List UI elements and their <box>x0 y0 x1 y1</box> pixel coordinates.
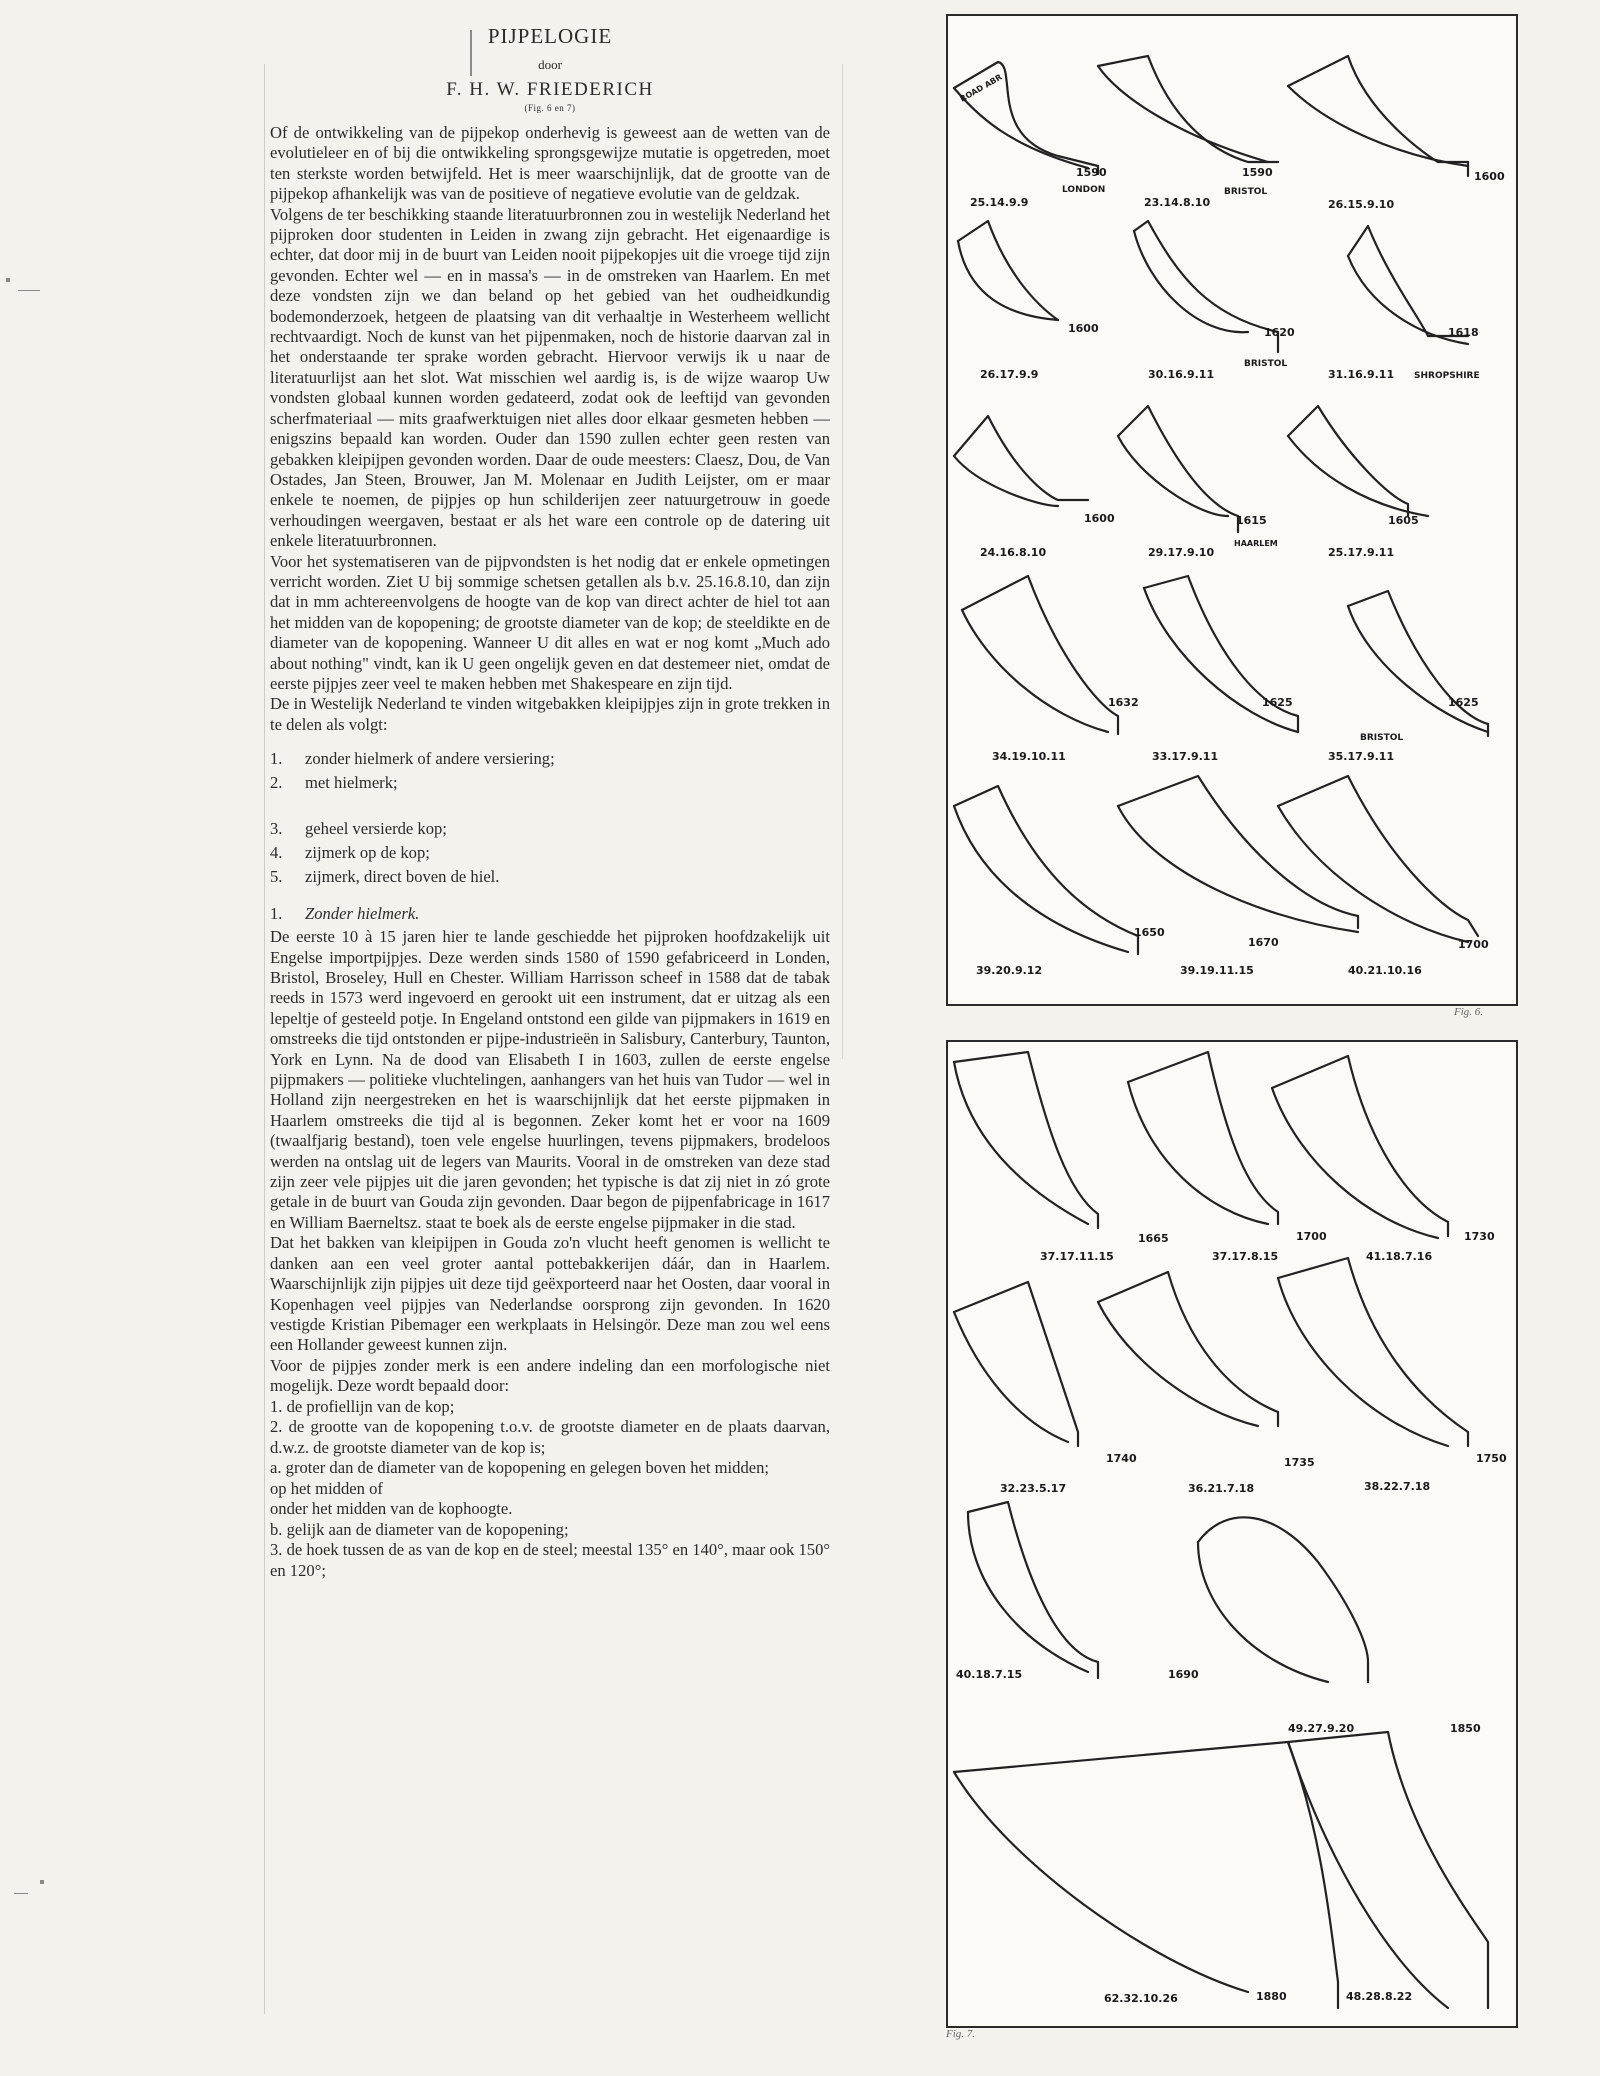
column-rule-right <box>842 64 843 1059</box>
year-label: 1618 <box>1448 326 1479 339</box>
year-label: 1700 <box>1458 938 1489 951</box>
place-label: BRISTOL <box>1244 359 1288 369</box>
year-label: 1650 <box>1134 926 1165 939</box>
list-item <box>270 865 830 889</box>
classification-list <box>270 747 830 795</box>
measure-label: 39.20.9.12 <box>976 964 1043 977</box>
figure-6-caption: Fig. 6. <box>1454 1006 1484 1018</box>
measure-label: 26.17.9.9 <box>980 368 1039 381</box>
year-label: 1620 <box>1264 326 1295 339</box>
section-title: Zonder hielmerk. <box>305 904 420 924</box>
measure-label: 49.27.9.20 <box>1288 1722 1355 1735</box>
measure-label: 32.23.5.17 <box>1000 1482 1067 1495</box>
place-label: HAARLEM <box>1234 539 1278 548</box>
measure-label: 41.18.7.16 <box>1366 1250 1433 1263</box>
criteria-list <box>270 1397 830 1582</box>
measure-label: 34.19.10.11 <box>992 750 1066 763</box>
year-label: 1665 <box>1138 1232 1169 1245</box>
measure-label: 31.16.9.11 <box>1328 368 1395 381</box>
list-number: 4. <box>270 843 283 863</box>
list-number: 3. <box>270 819 283 839</box>
measure-label: 25.14.9.9 <box>970 196 1029 209</box>
criteria-item: 2. de grootte van de kopopening t.o.v. de grootste diameter en de plaats daarvan, d.w.z. de grootste diameter van de kop is; <box>270 1417 830 1457</box>
year-label: 1625 <box>1262 696 1293 709</box>
fig7-labels <box>956 1230 1507 2005</box>
year-label: 1880 <box>1256 1990 1287 2003</box>
criteria-item: b. gelijk aan de diameter van de kopopening; <box>270 1519 569 1539</box>
measure-label: 26.15.9.10 <box>1328 198 1395 211</box>
list-item <box>270 817 830 841</box>
list-text: met hielmerk; <box>305 773 398 793</box>
measure-label: 23.14.8.10 <box>1144 196 1211 209</box>
measure-label: 38.22.7.18 <box>1364 1480 1431 1493</box>
section-heading <box>270 903 830 925</box>
figure-reference: (Fig. 6 en 7) <box>524 103 576 113</box>
criteria-item: 3. de hoek tussen de as van de kop en de steel; meestal 135° en 140°, maar ook 150° en 120°; <box>270 1540 830 1580</box>
list-item <box>270 747 830 771</box>
paragraph: De eerste 10 à 15 jaren hier te lande geschiedde het pijproken hoofdzakelijk uit Engelse importpijpjes. Deze werden sinds 1580 of 1590 gefabriceerd in Londen, Bristol, Broseley, Hull en Chester. William Harrisson scheef in 1588 dat de tabak reeds in 1573 werd ingevoerd en gerookt uit een instrument, dat er uitzag als een lepeltje of gesteeld potje. In Engeland ontstond een gilde van pijpmakers in 1619 en omstreeks die tijd ontstonden er pijpe-industrieën in Salisbury, Canterbury, Taunton, York en Lynn. Na de dood van Elisabeth I in 1603, zullen de eerste engelse pijpmakers — politieke vluchtelingen, aanhangers van het huis van Tudor — wel in Holland zijn neergestreken en het is waarschijnlijk dat het eerste pijpmaken in Haarlem omstreeks die tijd al is begonnen. Zeker komt het er voor na 1609 (twaalfjarig bestand), toen vele engelse huurlingen, tevens pijpmakers, brodeloos werden na ontslag uit de legers van Maurits. Vooral in de omstreken van deze stad zijn zeer vele pijpjes uit die jaren gevonden; het typische is dat zij niet in zó grote getale in de buurt van Gouda zijn gevonden. Daar begon de pijpenfabricage in 1617 en William Baerneltsz. staat te boek als de eerste engelse pijpmaker in die stad. <box>270 927 830 1232</box>
article-title: PIJPELOGIE <box>487 24 613 48</box>
criteria-item: a. groter dan de diameter van de kopopening en gelegen boven het midden; <box>270 1458 770 1478</box>
measure-label: 40.21.10.16 <box>1348 964 1422 977</box>
list-number: 5. <box>270 867 283 887</box>
place-label: BRISTOL <box>1224 187 1268 197</box>
title-bar <box>470 30 472 76</box>
article-header <box>270 24 830 113</box>
classification-list-cont <box>270 817 830 889</box>
criteria-item: onder het midden van de kophoogte. <box>270 1499 513 1519</box>
measure-label: 39.19.11.15 <box>1180 964 1254 977</box>
year-label: 1600 <box>1474 170 1505 183</box>
measure-label: 33.17.9.11 <box>1152 750 1219 763</box>
year-label: 1632 <box>1108 696 1139 709</box>
year-label: 1590 <box>1076 166 1107 179</box>
pipe-sketches-fig6 <box>954 56 1488 954</box>
year-label: 1730 <box>1464 1230 1495 1243</box>
list-number: 1. <box>270 749 283 769</box>
article-body <box>270 123 830 735</box>
article-column <box>270 18 830 1581</box>
figure-7 <box>946 1040 1518 2028</box>
measure-label: 62.32.10.26 <box>1104 1992 1178 2005</box>
year-label: 1735 <box>1284 1456 1315 1469</box>
fig6-labels <box>959 73 1505 977</box>
paragraph: Volgens de ter beschikking staande literatuurbronnen zou in westelijk Nederland het pijproken door studenten in Leiden in zwang zijn gebracht. Het eigenaardige is echter, dat door mij in de buurt van Leiden nooit pijpekopjes uit die vroege tijd zijn gevonden. Echter wel — en in massa's — in de omstreken van Haarlem. En met deze vondsten zijn we dan beland op het gebied van het oudheidkundig bodemonderzoek, hetgeen de plaatsing van dit verhaaltje in Westerheem wellicht rechtvaardigt. Noch de kunst van het pijpenmaken, noch de historie daarvan zal in het onderstaande ter sprake worden gebracht. Hiervoor verwijs ik u naar de literatuurlijst aan het slot. Wat misschien wel aardig is, is de wijze waarop Uw vondsten globaal kunnen worden gedateerd, zodat ook de leeftijd van gevonden scherfmateriaal — mits graafwerktuigen niet alles door elkaar gesmeten hebben — enigszins bepaald kan worden. Ouder dan 1590 zullen echter geen resten van gebakken kleipijpen gevonden worden. Daar de oude meesters: Claesz, Dou, de Van Ostades, Jan Steen, Brouwer, Jan M. Molenaar en Judith Leijster, om er maar enkele te noemen, de pijpjes op hun schilderijen zeer natuurgetrouw in goede verhoudingen weergaven, bestaat er als het ware een controle op de datering uit enkele literatuurbronnen. <box>270 204 830 551</box>
list-item <box>270 841 830 865</box>
figure-7-drawing <box>948 1042 1516 2026</box>
year-label: 1625 <box>1448 696 1479 709</box>
measure-label: 48.28.8.22 <box>1346 1990 1413 2003</box>
measure-label: 24.16.8.10 <box>980 546 1047 559</box>
measure-label: 30.16.9.11 <box>1148 368 1215 381</box>
figure-7-caption: Fig. 7. <box>946 2028 976 2040</box>
year-label: 1670 <box>1248 936 1279 949</box>
list-item <box>270 771 830 795</box>
measure-label: 36.21.7.18 <box>1188 1482 1255 1495</box>
measure-label: 37.17.11.15 <box>1040 1250 1114 1263</box>
paragraph: Voor het systematiseren van de pijpvondsten is het nodig dat er enkele opmetingen verricht worden. Ziet U bij sommige schetsen getallen als b.v. 25.16.8.10, dan zijn dat in mm achtereenvolgens de hoogte van de kop van direct achter de hiel tot aan het midden van de kopopening; de grootste diameter van de kop; de steeldikte en de diameter van de kopopening. Wanneer U dit alles en wat er nog komt „Much ado about nothing" vindt, kan ik U geen ongelijk geven en dat destemeer niet, omdat de eerste pijpjes zeer veel te maken hebben met Shakespeare en zijn tijd. <box>270 551 830 693</box>
pipe-mark-label: ROAD ABR <box>958 72 1004 104</box>
section-body <box>270 927 830 1396</box>
measure-label: 25.17.9.11 <box>1328 546 1395 559</box>
paragraph: Voor de pijpjes zonder merk is een andere indeling dan een morfologische niet mogelijk. Deze wordt bepaald door: <box>270 1355 830 1396</box>
year-label: 1590 <box>1242 166 1273 179</box>
author-name: F. H. W. FRIEDERICH <box>446 79 654 100</box>
margin-dash <box>18 290 40 291</box>
margin-dash <box>14 1893 28 1894</box>
list-number: 2. <box>270 773 283 793</box>
margin-dot <box>40 1880 44 1884</box>
year-label: 1750 <box>1476 1452 1507 1465</box>
year-label: 1740 <box>1106 1452 1137 1465</box>
paragraph: De in Westelijk Nederland te vinden witgebakken kleipijpjes zijn in grote trekken in te delen als volgt: <box>270 694 830 734</box>
year-label: 1690 <box>1168 1668 1199 1681</box>
list-text: zonder hielmerk of andere versiering; <box>305 749 555 769</box>
measure-label: 40.18.7.15 <box>956 1668 1023 1681</box>
list-text: zijmerk op de kop; <box>305 843 430 863</box>
year-label: 1600 <box>1068 322 1099 335</box>
paragraph: Of de ontwikkeling van de pijpekop onderhevig is geweest aan de wetten van de evolutieleer en of bij die ontwikkeling sprongsgewijze mutatie is opgetreden, moet ten sterkste worden betwijfeld. Het is meer waarschijnlijk, dat de grootte van de pijpekop afhankelijk was van de positieve of negatieve evolutie van de geldzak. <box>270 123 830 204</box>
byline-door: door <box>538 57 562 72</box>
list-text: geheel versierde kop; <box>305 819 447 839</box>
criteria-item: 1. de profiellijn van de kop; <box>270 1396 455 1416</box>
criteria-item: op het midden of <box>270 1478 383 1498</box>
year-label: 1600 <box>1084 512 1115 525</box>
measure-label: 37.17.8.15 <box>1212 1250 1279 1263</box>
figure-6 <box>946 14 1518 1006</box>
year-label: 1605 <box>1388 514 1419 527</box>
place-label: BRISTOL <box>1360 733 1404 743</box>
measure-label: 29.17.9.10 <box>1148 546 1215 559</box>
year-label: 1700 <box>1296 1230 1327 1243</box>
paragraph: Dat het bakken van kleipijpen in Gouda zo'n vlucht heeft genomen is wellicht te danken aan een veel groter aantal pottebakkerijen dáár, dan in Haarlem. Waarschijnlijk zijn pijpjes uit deze tijd geëxporteerd naar het Oosten, daar vooral in Kopenhagen veel pijpjes van Nederlandse oorsprong zijn gevonden. In 1620 vestigde Kristian Pibemager een werkplaats in Helsingör. Deze man zou wel eens een Hollander geweest kunnen zijn. <box>270 1233 830 1355</box>
figure-6-drawing <box>948 16 1516 1004</box>
section-number: 1. <box>270 904 283 924</box>
place-label: LONDON <box>1062 185 1106 195</box>
list-text: zijmerk, direct boven de hiel. <box>305 867 500 887</box>
margin-dot <box>6 278 10 282</box>
place-label: SHROPSHIRE <box>1414 371 1480 381</box>
measure-label: 35.17.9.11 <box>1328 750 1395 763</box>
column-rule <box>264 64 265 2014</box>
year-label: 1850 <box>1450 1722 1481 1735</box>
year-label: 1615 <box>1236 514 1267 527</box>
pipe-sketches-fig7 <box>954 1052 1488 2008</box>
